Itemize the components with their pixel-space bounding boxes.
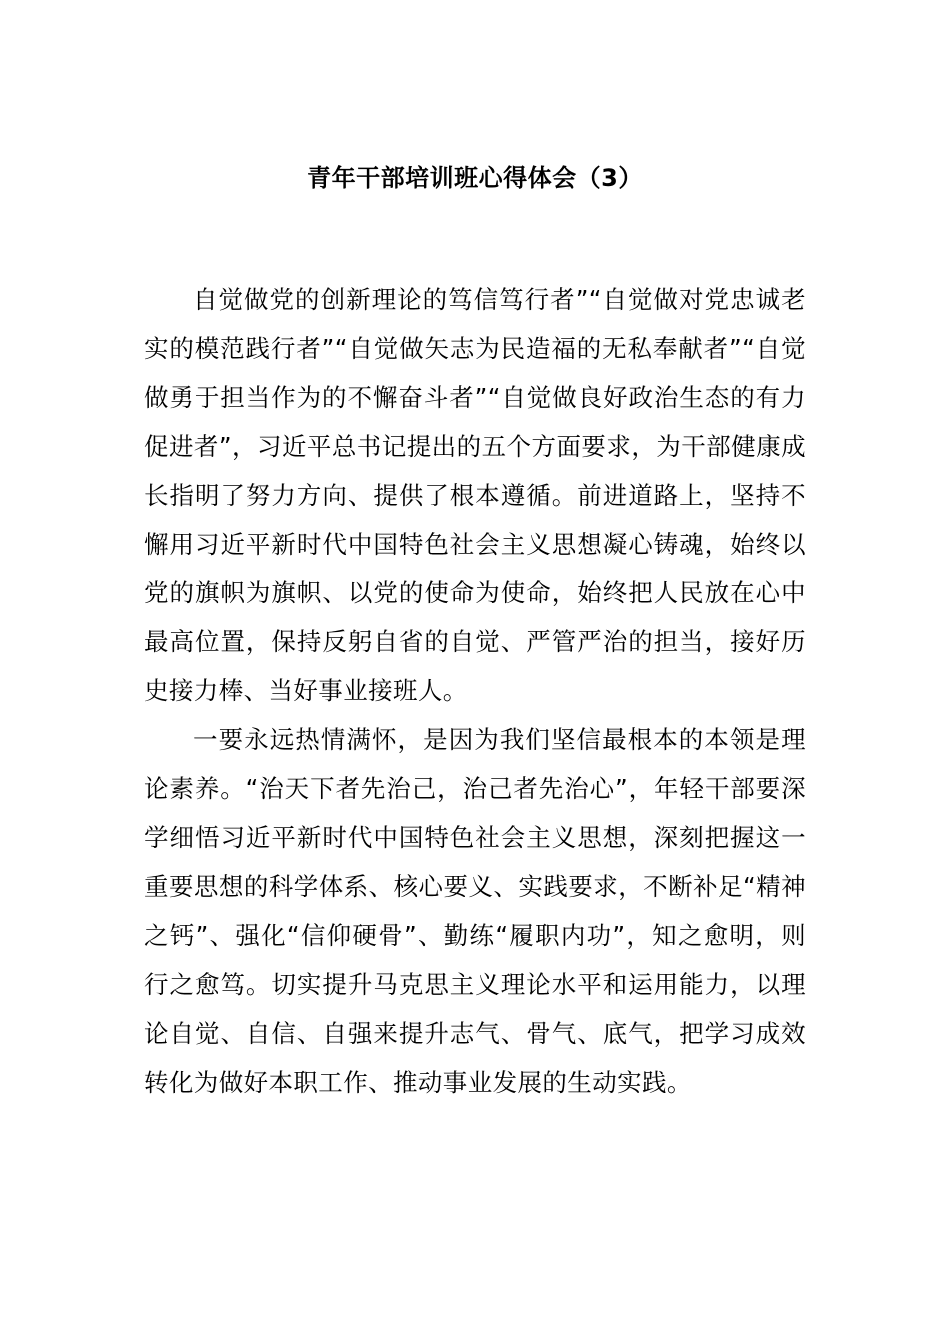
paragraph-1: 自觉做党的创新理论的笃信笃行者”“自觉做对党忠诚老实的模范践行者”“自觉做矢志为民造福的无私奉献者”“自觉做勇于担当作为的不懈奋斗者”“自觉做良好政治生态的有力促进者”，习近平总书记提出的五个方面要求，为干部健康成长指明了努力方向、提供了根本遵循。前进道路上，坚持不懈用习近平新时代中国特色社会主义思想凝心铸魂，始终以党的旗帜为旗帜、以党的使命为使命，始终把人民放在心中最高位置，保持反躬自省的自觉、严管严治的担当，接好历史接力棒、当好事业接班人。 xyxy=(144,285,806,706)
document-body xyxy=(144,276,806,1107)
paragraph-2: 一要永远热情满怀，是因为我们坚信最根本的本领是理论素养。“治天下者先治己，治己者先治心”，年轻干部要深学细悟习近平新时代中国特色社会主义思想，深刻把握这一重要思想的科学体系、核心要义、实践要求，不断补足“精神之钙”、强化“信仰硬骨”、勤练“履职内功”，知之愈明，则行之愈笃。切实提升马克思主义理论水平和运用能力，以理论自觉、自信、自强来提升志气、骨气、底气，把学习成效转化为做好本职工作、推动事业发展的生动实践。 xyxy=(144,725,806,1097)
document-title: 青年干部培训班心得体会（3） xyxy=(307,164,643,192)
